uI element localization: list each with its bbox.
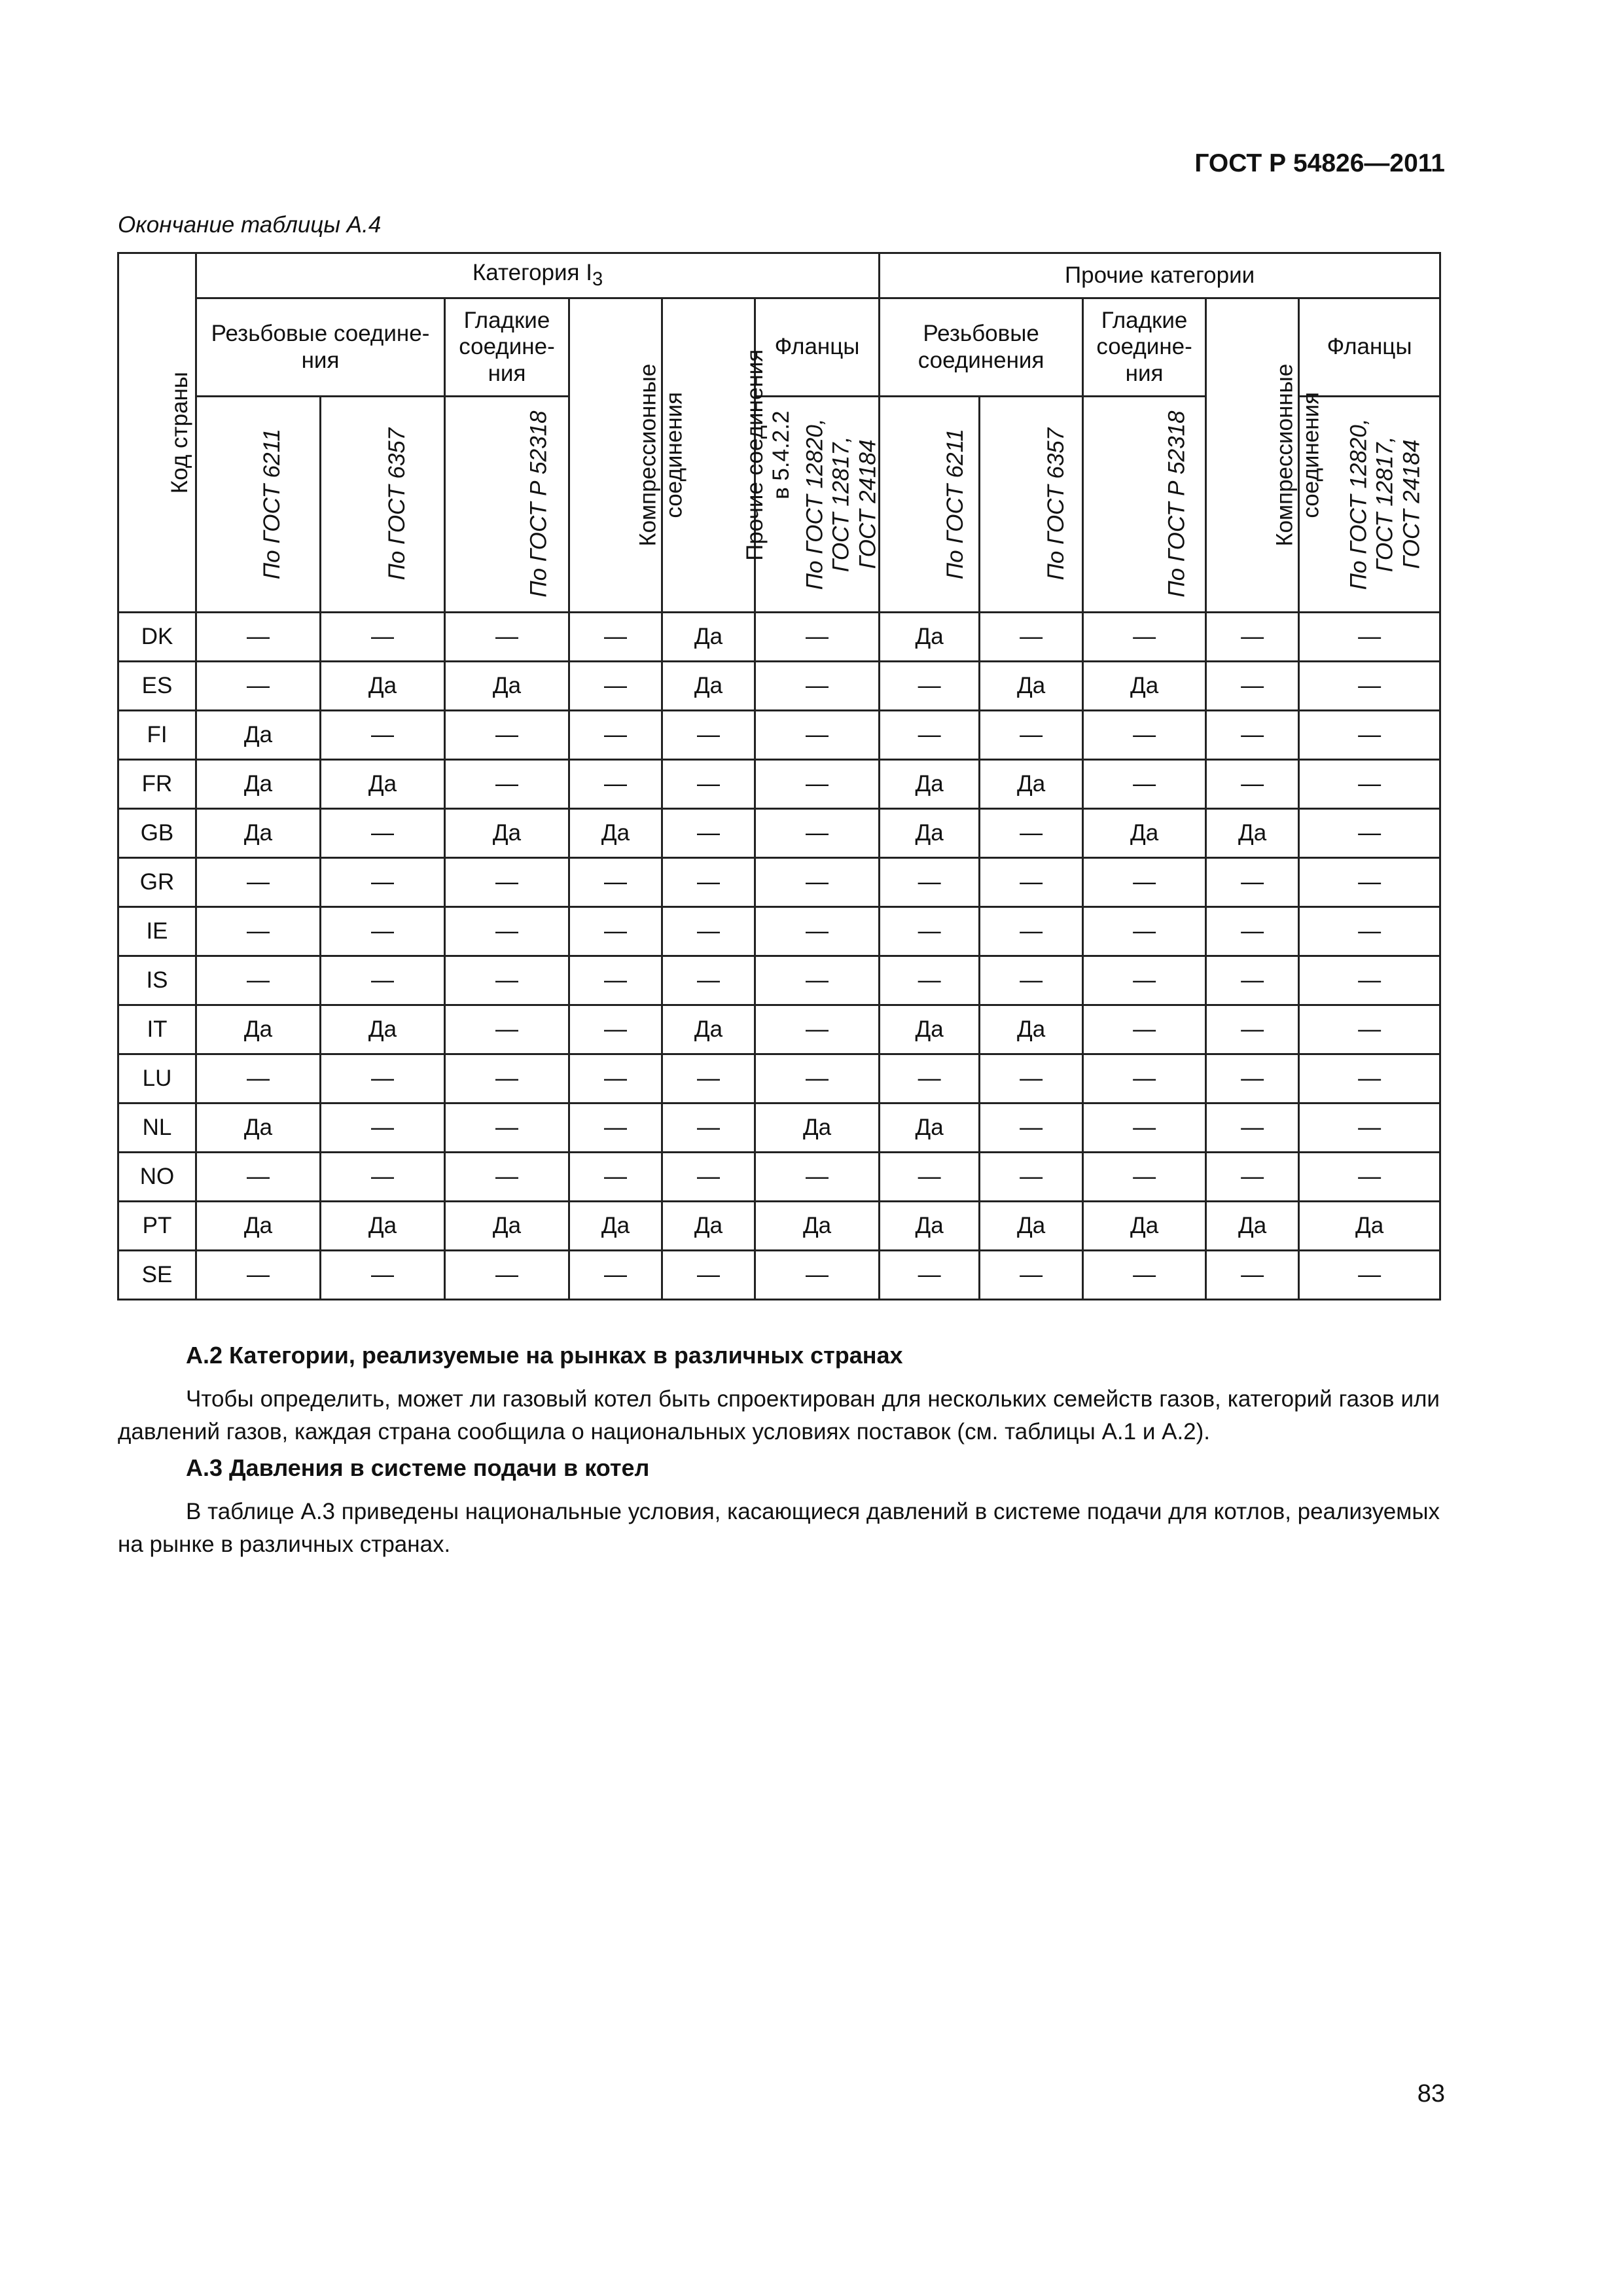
category-i3-header bbox=[196, 253, 880, 298]
table-cell: — bbox=[1206, 613, 1299, 662]
country-code-cell: ES bbox=[118, 662, 196, 711]
table-cell: Да bbox=[880, 809, 980, 858]
table-cell: — bbox=[755, 711, 880, 760]
table-cell: — bbox=[1299, 613, 1440, 662]
table-cell: Да bbox=[880, 1005, 980, 1054]
table-cell: Да bbox=[196, 760, 321, 809]
section-a2-heading: А.2 Категории, реализуемые на рынках в различных странах bbox=[186, 1342, 903, 1369]
table-cell: — bbox=[1083, 907, 1206, 956]
country-code-cell: FR bbox=[118, 760, 196, 809]
section-a3-text: В таблице А.3 приведены национальные условия, касающиеся давлений в системе подачи для котлов, реализуемых на рынке в различных странах. bbox=[118, 1499, 1440, 1557]
section-a3-heading: А.3 Давления в системе подачи в котел bbox=[186, 1454, 650, 1481]
g1-gost6357-label: По ГОСТ 6357 bbox=[384, 428, 410, 581]
table-cell: — bbox=[1299, 1251, 1440, 1300]
table-cell: — bbox=[980, 613, 1083, 662]
table-cell: — bbox=[880, 1054, 980, 1103]
country-code-label: Код страны bbox=[166, 371, 192, 494]
table-cell: — bbox=[755, 858, 880, 907]
table-cell: Да bbox=[755, 1103, 880, 1153]
table-cell: — bbox=[569, 1251, 662, 1300]
table-cell: Да bbox=[1083, 1202, 1206, 1251]
g2-gost6211-header bbox=[880, 397, 980, 613]
table-cell: — bbox=[1083, 613, 1206, 662]
table-cell: Да bbox=[445, 662, 569, 711]
table-cell: — bbox=[321, 1153, 445, 1202]
table-caption: Окончание таблицы А.4 bbox=[118, 212, 382, 238]
table-cell: — bbox=[980, 1054, 1083, 1103]
table-cell: — bbox=[880, 711, 980, 760]
table-cell: — bbox=[569, 907, 662, 956]
table-cell: — bbox=[445, 907, 569, 956]
table-cell: — bbox=[445, 711, 569, 760]
table-cell: — bbox=[1299, 1153, 1440, 1202]
g2-flanges-header: Фланцы bbox=[1299, 298, 1440, 397]
document-header: ГОСТ Р 54826—2011 bbox=[1194, 149, 1445, 177]
table-cell: — bbox=[445, 1005, 569, 1054]
table-cell: Да bbox=[1299, 1202, 1440, 1251]
table-cell: — bbox=[196, 613, 321, 662]
table-cell: Да bbox=[196, 1103, 321, 1153]
table-cell: Да bbox=[980, 760, 1083, 809]
table-cell: Да bbox=[196, 1005, 321, 1054]
table-cell: — bbox=[662, 1153, 755, 1202]
category-i3-label: Категория I bbox=[472, 260, 592, 286]
table-cell: — bbox=[1299, 1005, 1440, 1054]
table-cell: Да bbox=[321, 760, 445, 809]
table-cell: — bbox=[755, 956, 880, 1005]
table-cell: — bbox=[569, 1005, 662, 1054]
table-cell: Да bbox=[880, 1103, 980, 1153]
table-cell: — bbox=[755, 662, 880, 711]
table-cell: — bbox=[755, 613, 880, 662]
table-cell: — bbox=[445, 613, 569, 662]
table-cell: Да bbox=[662, 1005, 755, 1054]
table-cell: — bbox=[1083, 1251, 1206, 1300]
table-cell: — bbox=[321, 907, 445, 956]
table-cell: — bbox=[880, 662, 980, 711]
g1-other-label: Прочие соединения в 5.4.2.2 bbox=[742, 350, 794, 561]
table-cell: — bbox=[1206, 1005, 1299, 1054]
table-cell: Да bbox=[1083, 809, 1206, 858]
table-cell: — bbox=[880, 956, 980, 1005]
country-code-cell: IT bbox=[118, 1005, 196, 1054]
g1-gostr52318-header bbox=[445, 397, 569, 613]
table-cell: Да bbox=[980, 1202, 1083, 1251]
table-row bbox=[118, 1054, 1440, 1103]
table-cell: — bbox=[1299, 858, 1440, 907]
table-cell: — bbox=[755, 1153, 880, 1202]
table-cell: Да bbox=[569, 1202, 662, 1251]
table-cell: — bbox=[569, 662, 662, 711]
table-cell: — bbox=[662, 907, 755, 956]
table-cell: — bbox=[445, 956, 569, 1005]
table-cell: Да bbox=[321, 662, 445, 711]
table-cell: — bbox=[569, 760, 662, 809]
table-cell: — bbox=[1299, 662, 1440, 711]
table-cell: — bbox=[321, 613, 445, 662]
table-cell: — bbox=[662, 1251, 755, 1300]
g1-gost6211-label: По ГОСТ 6211 bbox=[259, 429, 285, 580]
table-cell: — bbox=[1206, 760, 1299, 809]
g1-gostr52318-label: По ГОСТ Р 52318 bbox=[526, 410, 552, 598]
table-cell: — bbox=[1299, 760, 1440, 809]
table-cell: — bbox=[1299, 907, 1440, 956]
table-cell: — bbox=[662, 1103, 755, 1153]
table-row bbox=[118, 662, 1440, 711]
g1-gost6357-header bbox=[321, 397, 445, 613]
table-cell: — bbox=[755, 1251, 880, 1300]
table-cell: — bbox=[755, 809, 880, 858]
table-cell: — bbox=[1206, 858, 1299, 907]
table-cell: — bbox=[755, 760, 880, 809]
table-cell: Да bbox=[1083, 662, 1206, 711]
table-cell: — bbox=[755, 1005, 880, 1054]
table-cell: — bbox=[1083, 1054, 1206, 1103]
table-cell: — bbox=[1083, 956, 1206, 1005]
table-cell: — bbox=[662, 809, 755, 858]
table-cell: — bbox=[569, 1054, 662, 1103]
table-cell: — bbox=[196, 1054, 321, 1103]
table-row bbox=[118, 613, 1440, 662]
country-code-header bbox=[118, 253, 196, 613]
table-cell: — bbox=[569, 1103, 662, 1153]
country-code-cell: GR bbox=[118, 858, 196, 907]
table-cell: — bbox=[980, 1103, 1083, 1153]
table-cell: — bbox=[662, 858, 755, 907]
table-cell: — bbox=[321, 809, 445, 858]
table-cell: Да bbox=[1206, 1202, 1299, 1251]
table-cell: — bbox=[662, 760, 755, 809]
table-cell: Да bbox=[445, 1202, 569, 1251]
country-code-cell: NL bbox=[118, 1103, 196, 1153]
g2-smooth-header: Гладкие соедине- ния bbox=[1083, 298, 1206, 397]
g2-compression-label: Компрессионные соединения bbox=[1272, 363, 1324, 547]
table-cell: — bbox=[196, 1153, 321, 1202]
table-row bbox=[118, 1153, 1440, 1202]
table-cell: — bbox=[880, 1251, 980, 1300]
country-code-cell: GB bbox=[118, 809, 196, 858]
table-cell: Да bbox=[980, 1005, 1083, 1054]
table-cell: Да bbox=[662, 1202, 755, 1251]
table-cell: — bbox=[321, 956, 445, 1005]
table-cell: — bbox=[880, 858, 980, 907]
table-cell: — bbox=[1083, 1103, 1206, 1153]
table-cell: — bbox=[880, 907, 980, 956]
table-cell: Да bbox=[980, 662, 1083, 711]
table-cell: — bbox=[445, 1251, 569, 1300]
g2-threaded-header: Резьбовые соединения bbox=[880, 298, 1083, 397]
table-cell: — bbox=[1083, 711, 1206, 760]
table-cell: Да bbox=[321, 1202, 445, 1251]
table-cell: — bbox=[196, 858, 321, 907]
table-cell: Да bbox=[196, 1202, 321, 1251]
data-table bbox=[117, 252, 1441, 1300]
table-cell: Да bbox=[196, 711, 321, 760]
country-code-cell: IS bbox=[118, 956, 196, 1005]
table-row bbox=[118, 809, 1440, 858]
country-code-cell: SE bbox=[118, 1251, 196, 1300]
table-row bbox=[118, 1103, 1440, 1153]
table-cell: — bbox=[1299, 711, 1440, 760]
country-code-cell: LU bbox=[118, 1054, 196, 1103]
table-cell: — bbox=[980, 711, 1083, 760]
table-cell: — bbox=[1299, 809, 1440, 858]
table-cell: — bbox=[1083, 858, 1206, 907]
table-row bbox=[118, 956, 1440, 1005]
table-cell: — bbox=[569, 613, 662, 662]
table-row bbox=[118, 760, 1440, 809]
table-cell: — bbox=[662, 956, 755, 1005]
table-row bbox=[118, 907, 1440, 956]
table-cell: — bbox=[1206, 1251, 1299, 1300]
g1-gost-flanges-label: По ГОСТ 12820, ГОСТ 12817, ГОСТ 24184 bbox=[802, 418, 881, 590]
other-categories-header: Прочие категории bbox=[880, 253, 1440, 298]
table-cell: — bbox=[1206, 956, 1299, 1005]
table-cell: — bbox=[321, 858, 445, 907]
table-cell: — bbox=[980, 956, 1083, 1005]
page-number: 83 bbox=[1417, 2080, 1445, 2108]
table-cell: — bbox=[662, 1054, 755, 1103]
table-cell: Да bbox=[662, 662, 755, 711]
table-cell: Да bbox=[880, 1202, 980, 1251]
table-cell: Да bbox=[755, 1202, 880, 1251]
table-body bbox=[118, 613, 1440, 1300]
table-cell: Да bbox=[880, 760, 980, 809]
table-cell: — bbox=[1083, 1005, 1206, 1054]
table-cell: — bbox=[1299, 1054, 1440, 1103]
table-cell: — bbox=[445, 1054, 569, 1103]
table-cell: — bbox=[569, 956, 662, 1005]
table-cell: — bbox=[1206, 1153, 1299, 1202]
table-cell: — bbox=[980, 858, 1083, 907]
table-cell: — bbox=[755, 1054, 880, 1103]
table-cell: — bbox=[1206, 1103, 1299, 1153]
table-row bbox=[118, 1251, 1440, 1300]
table-cell: — bbox=[445, 1103, 569, 1153]
table-cell: — bbox=[321, 711, 445, 760]
table-cell: Да bbox=[196, 809, 321, 858]
table-cell: — bbox=[196, 956, 321, 1005]
g1-threaded-header: Резьбовые соедине- ния bbox=[196, 298, 445, 397]
table-cell: — bbox=[196, 907, 321, 956]
table-cell: — bbox=[980, 1251, 1083, 1300]
g2-gost6211-label: По ГОСТ 6211 bbox=[942, 429, 969, 580]
country-code-cell: DK bbox=[118, 613, 196, 662]
table-cell: Да bbox=[1206, 809, 1299, 858]
table-cell: — bbox=[445, 760, 569, 809]
table-row bbox=[118, 1202, 1440, 1251]
table-cell: — bbox=[321, 1054, 445, 1103]
table-cell: — bbox=[196, 1251, 321, 1300]
category-i3-subscript: 3 bbox=[592, 269, 603, 291]
g2-gost6357-header bbox=[980, 397, 1083, 613]
table-cell: — bbox=[1083, 760, 1206, 809]
table-cell: — bbox=[569, 711, 662, 760]
table-cell: — bbox=[1206, 711, 1299, 760]
table-cell: — bbox=[880, 1153, 980, 1202]
table-cell: — bbox=[569, 858, 662, 907]
table-cell: — bbox=[445, 1153, 569, 1202]
country-code-cell: PT bbox=[118, 1202, 196, 1251]
table-cell: Да bbox=[569, 809, 662, 858]
g1-compression-header bbox=[569, 298, 687, 613]
g2-gost6357-label: По ГОСТ 6357 bbox=[1043, 428, 1069, 581]
table-cell: — bbox=[980, 1153, 1083, 1202]
table-cell: — bbox=[196, 662, 321, 711]
g2-gost-flanges-label: По ГОСТ 12820, ГОСТ 12817, ГОСТ 24184 bbox=[1346, 418, 1425, 590]
g2-gostr52318-label: По ГОСТ Р 52318 bbox=[1164, 410, 1190, 598]
table-cell: — bbox=[1206, 907, 1299, 956]
country-code-cell: IE bbox=[118, 907, 196, 956]
g2-gostr52318-header bbox=[1083, 397, 1206, 613]
table-cell: Да bbox=[662, 613, 755, 662]
g1-flanges-header: Фланцы bbox=[755, 298, 880, 397]
table-cell: — bbox=[755, 907, 880, 956]
table-cell: — bbox=[980, 809, 1083, 858]
table-row bbox=[118, 711, 1440, 760]
table-cell: Да bbox=[321, 1005, 445, 1054]
g1-smooth-header: Гладкие соедине- ния bbox=[445, 298, 569, 397]
table-cell: Да bbox=[880, 613, 980, 662]
table-cell: — bbox=[321, 1103, 445, 1153]
table-cell: — bbox=[662, 711, 755, 760]
g2-compression-header bbox=[1206, 298, 1324, 613]
table-cell: — bbox=[980, 907, 1083, 956]
table-cell: — bbox=[1206, 1054, 1299, 1103]
table-cell: Да bbox=[445, 809, 569, 858]
table-cell: — bbox=[321, 1251, 445, 1300]
table-cell: — bbox=[1083, 1153, 1206, 1202]
country-code-cell: NO bbox=[118, 1153, 196, 1202]
g1-compression-label: Компрессионные соединения bbox=[635, 363, 687, 547]
table-row bbox=[118, 858, 1440, 907]
g1-gost6211-header bbox=[196, 397, 321, 613]
table-row bbox=[118, 1005, 1440, 1054]
table-cell: — bbox=[445, 858, 569, 907]
section-a2-text: Чтобы определить, может ли газовый котел быть спроектирован для нескольких семейств газов, категорий газов или давлений газов, каждая страна сообщила о национальных условиях поставок (см. таблицы А.1 и А.2). bbox=[118, 1386, 1440, 1444]
table-cell: — bbox=[1299, 1103, 1440, 1153]
table-cell: — bbox=[1299, 956, 1440, 1005]
country-code-cell: FI bbox=[118, 711, 196, 760]
table-cell: — bbox=[569, 1153, 662, 1202]
table-cell: — bbox=[1206, 662, 1299, 711]
